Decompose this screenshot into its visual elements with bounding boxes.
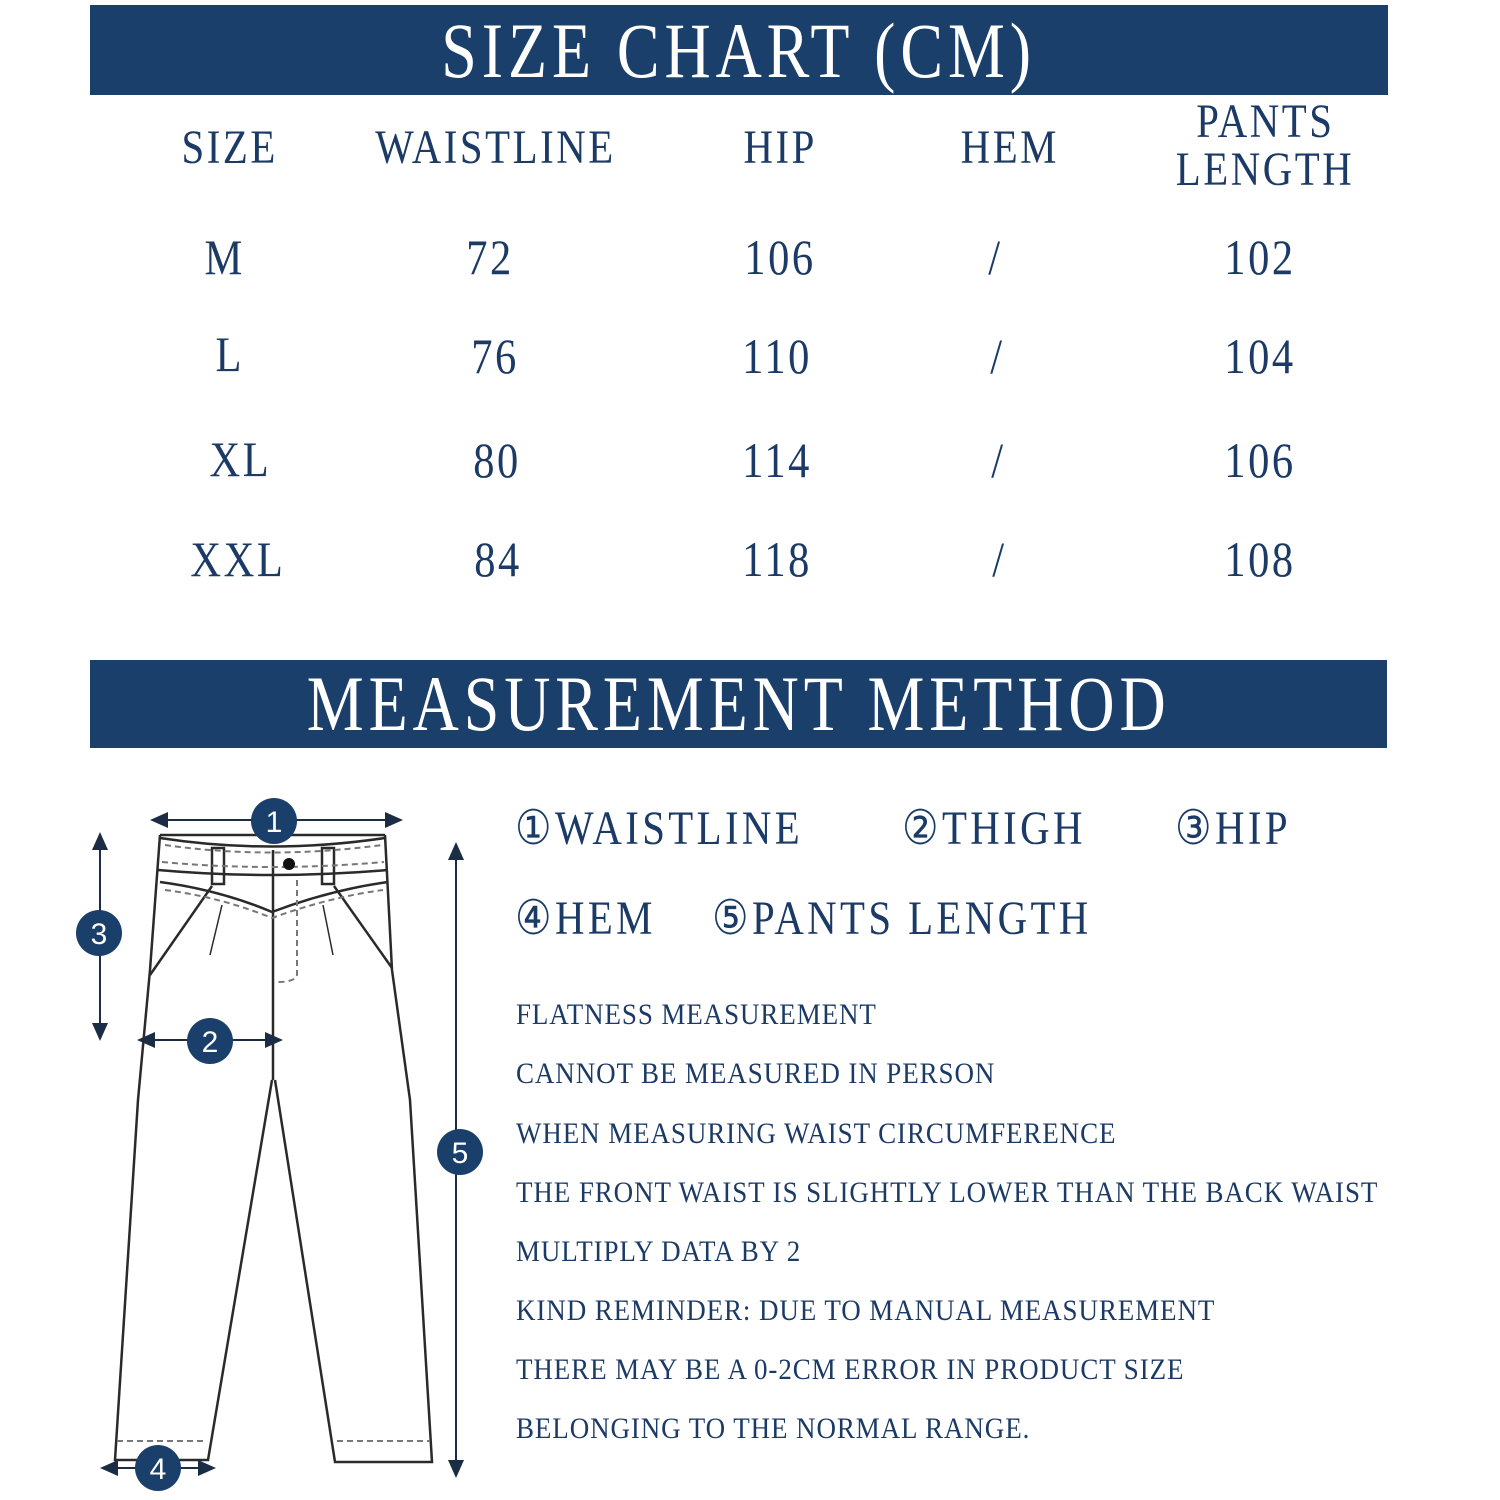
cell-pants-length: 102 [1224, 229, 1296, 285]
legend-item-hip: ③HIP [1175, 802, 1291, 855]
svg-text:3: 3 [90, 918, 108, 951]
cell-waistline: 80 [473, 432, 521, 488]
pants-outline-icon [115, 835, 432, 1462]
marker-4-icon [135, 1445, 181, 1491]
pants-diagram [0, 0, 500, 1500]
cell-waistline: 84 [474, 531, 522, 587]
cell-size: XXL [189, 531, 285, 587]
marker-3-icon [76, 910, 122, 956]
measurement-method-title: MEASUREMENT METHOD [306, 660, 1171, 747]
cell-pants-length: 108 [1224, 531, 1296, 587]
cell-hem: / [991, 531, 1007, 587]
marker-5-icon [437, 1129, 483, 1175]
header-hem: HEM [960, 121, 1060, 174]
marker-2-icon [187, 1018, 233, 1064]
cell-size: XL [209, 431, 271, 487]
header-size: SIZE [181, 121, 279, 174]
header-waistline: WAISTLINE [374, 121, 616, 174]
cell-hem: / [989, 328, 1005, 384]
cell-waistline: 72 [466, 229, 514, 285]
cell-size: L [215, 326, 245, 382]
legend-item-waistline: ①WAISTLINE [515, 802, 804, 855]
cell-size: M [204, 229, 246, 285]
note-line: BELONGING TO THE NORMAL RANGE. [516, 1412, 1031, 1445]
note-line: WHEN MEASURING WAIST CIRCUMFERENCE [516, 1117, 1117, 1150]
header-pants-length: PANTS LENGTH [1175, 95, 1355, 196]
cell-hip: 106 [744, 229, 816, 285]
header-hip: HIP [743, 121, 817, 174]
svg-text:4: 4 [149, 1453, 167, 1486]
button-icon [283, 858, 295, 870]
note-line: THERE MAY BE A 0-2CM ERROR IN PRODUCT SIZE [516, 1353, 1185, 1386]
cell-hip: 114 [742, 432, 812, 488]
cell-hip: 118 [742, 531, 812, 587]
legend-item-hem: ④HEM [515, 892, 656, 945]
note-line: KIND REMINDER: DUE TO MANUAL MEASUREMENT [516, 1294, 1216, 1327]
cell-waistline: 76 [471, 328, 519, 384]
svg-text:1: 1 [265, 806, 283, 839]
legend-item-pants-length: ⑤PANTS LENGTH [712, 892, 1092, 945]
legend-item-thigh: ②THIGH [902, 802, 1086, 855]
svg-text:2: 2 [201, 1026, 219, 1059]
note-line: THE FRONT WAIST IS SLIGHTLY LOWER THAN THE BACK WAIST [516, 1176, 1379, 1209]
cell-hem: / [987, 229, 1003, 285]
cell-hem: / [990, 432, 1006, 488]
note-line: FLATNESS MEASUREMENT [516, 998, 877, 1031]
cell-pants-length: 104 [1224, 328, 1296, 384]
size-chart-title: SIZE CHART (CM) [441, 7, 1037, 94]
marker-1-icon [251, 798, 297, 844]
cell-pants-length: 106 [1224, 432, 1296, 488]
note-line: CANNOT BE MEASURED IN PERSON [516, 1057, 996, 1090]
svg-text:5: 5 [451, 1137, 469, 1170]
cell-hip: 110 [742, 328, 812, 384]
note-line: MULTIPLY DATA BY 2 [516, 1235, 802, 1268]
